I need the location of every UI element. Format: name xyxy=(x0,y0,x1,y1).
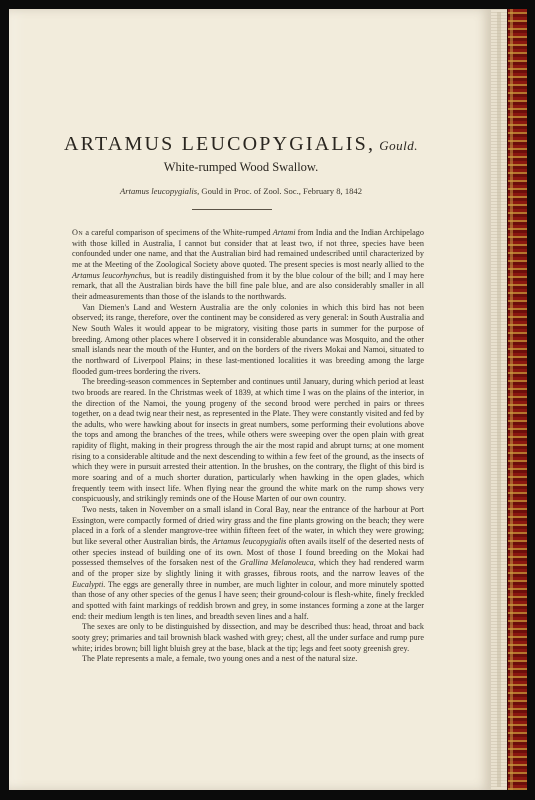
body-text xyxy=(72,228,424,665)
common-name: White-rumped Wood Swallow. xyxy=(163,160,319,174)
italic-term: Grallina Melanoleuca, xyxy=(239,558,316,568)
species-name: ARTAMUS LEUCOPYGIALIS, xyxy=(64,133,376,155)
italic-term: Artami xyxy=(272,228,296,237)
divider-rule xyxy=(192,209,272,210)
italic-term: Artamus leucopygialis xyxy=(212,537,287,547)
page-edge-shadow xyxy=(497,12,501,787)
italic-term: Eucalypti. xyxy=(72,579,106,589)
paragraph: The Plate represents a male, a female, two young ones and a nest of the natural size. xyxy=(82,654,358,664)
paragraph: The sexes are only to be distinguished by dissection, and may be described thus: head, throat and back sooty grey; primaries and tail brownish black washed with grey; chest, all the under surface and rump pure white; irides brown; bill light bluish grey at the base, black at the tip; legs and feet sooty greenish grey. xyxy=(72,622,424,653)
paragraph: The breeding-season commences in September and continues until January, during which period at least two broods are reared. In the Christmas week of 1839, at which time I was on the plains of the interior, in the direction of the Namoi, the young progeny of the second brood were perched in pairs or threes together, on a dead twig near their nest, as represented in the Plate. They were constantly visited and fed by the adults, who were hawking about for insects in great numbers, some performing their evolutions above the tops and among the branches of the trees, while others were sweeping over the open plain with great rapidity of flight, making in their progress through the air the most rapid and abrupt turns; at one moment rising to a considerable altitude and the next descending to within a few feet of the ground, as the insects of which they were in pursuit arrested their attention. In the brushes, on the contrary, the flight of this bird is more soaring and of a much shorter duration, particularly when hawking in the open glades, which frequently teem with insect life. When flying near the ground the white mark on the rump shows very conspicuously, and strikingly reminds one of the House Marten of our own country. xyxy=(72,377,424,504)
paragraph: Two nests, taken in November on a small island in Coral Bay, near the entrance of the harbour at Port Essington, were compactly formed of dried wiry grass and the fine plants growing on the beach; they were placed in a fork of a slender mangrove-tree within fifteen feet of the water, in which they were growing; but like several other Australian birds, the Artamus leucopygialis often avails itself of the deserted nests of other species instead of building one of its own. Most of those I found breeding on the Mokai had possessed themselves of the forsaken nest of the Grallina Melanoleuca, which they had rendered warm and of the proper size by slightly lining it with grasses, fibrous roots, and the narrow leaves of the Eucalypti. The eggs are generally three in number, are much lighter in colour, and more minutely spotted than those of any other species of the genus I have seen; their ground-colour is flesh-white, finely freckled and spotted with faint markings of reddish brown and grey, in some instances forming a zone at the larger end: their medium length is ten lines, and breadth seven lines and a half. xyxy=(72,505,425,621)
binding-gilt-line xyxy=(510,9,513,790)
opening-word: On xyxy=(72,228,84,237)
citation-reference: Gould in Proc. of Zool. Soc., February 8, 1842 xyxy=(201,186,363,196)
italic-term: Artamus leucorhynchus, xyxy=(72,270,152,280)
paragraph: Van Diemen's Land and Western Australia are the only colonies in which this bird has not been observed; its range, therefore, over the continent may be considered as very general: in South Australia and New South Wales it would appear to be migratory, visiting those parts in summer for the purpose of breeding. Among other places where I observed it in considerable abundance was Mosquito, and the other small islands near the mouth of the Hunter, and on the borders of the rivers Mokai and Namoi, situated to the northward of Liverpool Plains; in these last-mentioned localities it was breeding among the large flooded gum-trees bordering the rivers. xyxy=(72,302,424,376)
citation-species: Artamus leucopygialis, xyxy=(119,186,200,196)
citation xyxy=(0,186,482,196)
title-author: Gould. xyxy=(379,138,418,153)
paragraph: On a careful comparison of specimens of the White-rumped Artami from India and the Indian Archipelago with those killed in Australia, I cannot but consider that at least two, if not three, species have been confounded under one name, and that the Australian bird had remained undescribed until characterized by me at the Meeting of the Zoological Society above quoted. The present species is most nearly allied to the Artamus leucorhynchus, but is readily distinguished from it by the blue colour of the bill; and I may here remark, that all the Australian birds have the bill fine pale blue, and are also considerably smaller in all their admeasurements than those of the islands to the northwards. xyxy=(72,228,424,301)
page-title xyxy=(0,133,482,156)
